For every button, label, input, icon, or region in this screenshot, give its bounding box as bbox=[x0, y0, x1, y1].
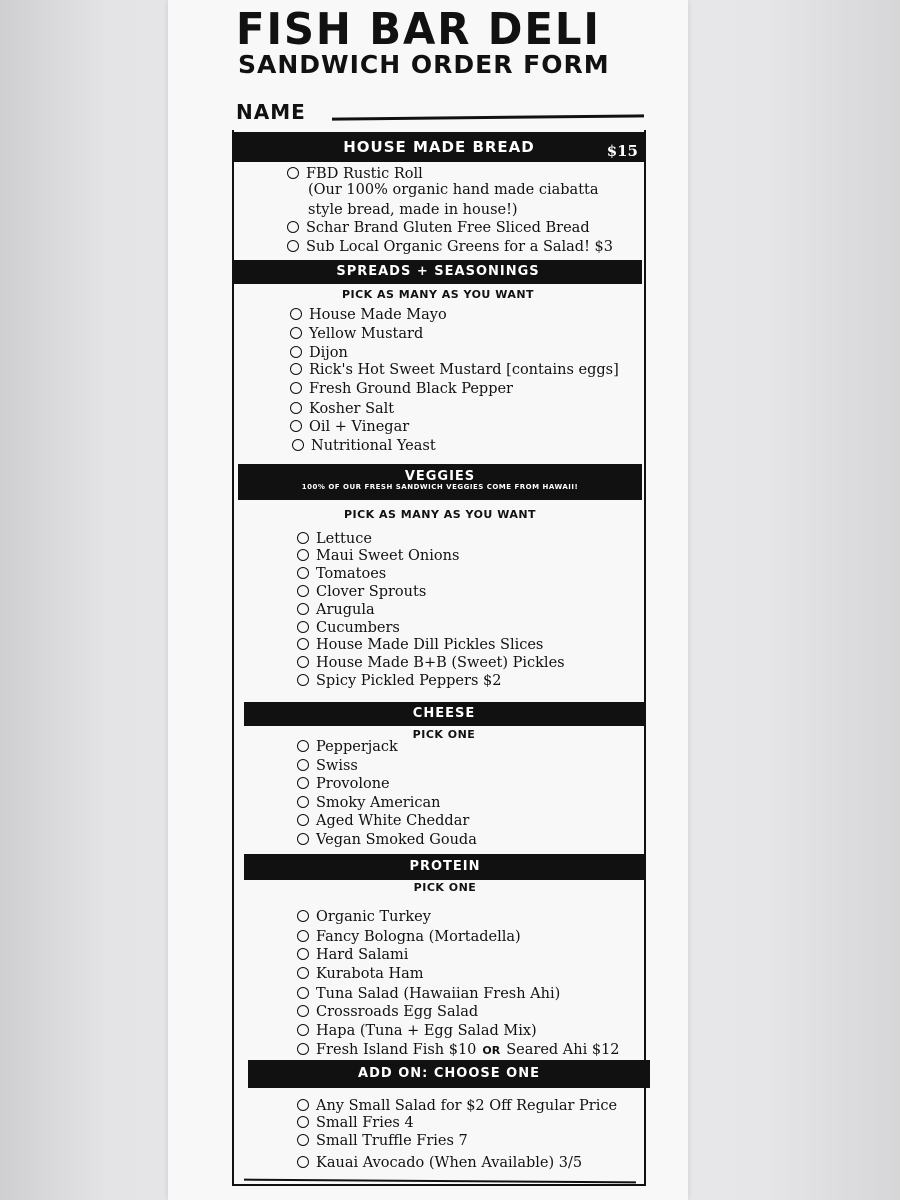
protein-section-title: PROTEIN bbox=[409, 859, 481, 874]
option-label: Schar Brand Gluten Free Sliced Bread bbox=[306, 220, 590, 236]
option-label: Rick's Hot Sweet Mustard [contains eggs] bbox=[309, 362, 619, 378]
spread-option-yellow-mustard[interactable] bbox=[290, 325, 423, 343]
radio-circle-icon bbox=[287, 167, 299, 179]
protein-section-header bbox=[244, 854, 646, 880]
radio-circle-icon bbox=[297, 796, 309, 808]
protein-option-salami[interactable] bbox=[297, 946, 408, 964]
protein-option-turkey[interactable] bbox=[297, 908, 431, 926]
option-label: Spicy Pickled Peppers $2 bbox=[316, 673, 502, 689]
radio-circle-icon bbox=[297, 910, 309, 922]
spreads-instruction: PICK AS MANY AS YOU WANT bbox=[341, 288, 535, 301]
radio-circle-icon bbox=[297, 1005, 309, 1017]
option-label: Yellow Mustard bbox=[309, 326, 424, 342]
option-label: House Made B+B (Sweet) Pickles bbox=[316, 655, 565, 671]
bread-option-gluten-free[interactable] bbox=[287, 219, 590, 237]
checkbox-circle-icon bbox=[297, 585, 309, 597]
radio-circle-icon bbox=[297, 833, 309, 845]
cheese-section-header bbox=[244, 702, 644, 726]
option-label: Tuna Salad (Hawaiian Fresh Ahi) bbox=[316, 986, 561, 1002]
option-label: Crossroads Egg Salad bbox=[316, 1004, 479, 1020]
option-label: Small Truffle Fries 7 bbox=[316, 1133, 468, 1149]
veggie-option-tomatoes[interactable] bbox=[297, 565, 386, 583]
spreads-section-header bbox=[234, 260, 642, 284]
cheese-option-pepperjack[interactable] bbox=[297, 738, 398, 756]
checkbox-circle-icon bbox=[290, 382, 302, 394]
radio-circle-icon bbox=[297, 1134, 309, 1146]
page-subtitle: SANDWICH ORDER FORM bbox=[238, 50, 610, 79]
option-label: House Made Mayo bbox=[309, 307, 447, 323]
option-label: Kosher Salt bbox=[309, 401, 395, 417]
protein-instruction: PICK ONE bbox=[413, 881, 477, 894]
veggie-option-pickled-peppers[interactable] bbox=[297, 672, 501, 690]
protein-option-tuna-salad[interactable] bbox=[297, 985, 560, 1003]
option-label: Pepperjack bbox=[316, 739, 398, 755]
option-label: Dijon bbox=[309, 345, 348, 361]
radio-circle-icon bbox=[287, 221, 299, 233]
spread-option-nutritional-yeast[interactable] bbox=[292, 437, 436, 455]
ahi-option-label: Seared Ahi $12 bbox=[506, 1042, 620, 1058]
radio-circle-icon bbox=[297, 987, 309, 999]
radio-circle-icon bbox=[297, 740, 309, 752]
veggies-instruction: PICK AS MANY AS YOU WANT bbox=[343, 508, 537, 521]
option-label: Small Fries 4 bbox=[316, 1115, 414, 1131]
veggie-option-cucumbers[interactable] bbox=[297, 619, 400, 637]
cheese-option-vegan-gouda[interactable] bbox=[297, 831, 477, 849]
or-label: OR bbox=[482, 1044, 501, 1057]
rustic-roll-description-line-2: style bread, made in house!) bbox=[308, 202, 518, 218]
checkbox-circle-icon bbox=[297, 567, 309, 579]
radio-circle-icon bbox=[297, 967, 309, 979]
option-label: Kurabota Ham bbox=[316, 966, 424, 982]
option-label: Vegan Smoked Gouda bbox=[316, 832, 477, 848]
bread-option-greens-salad[interactable] bbox=[287, 238, 613, 256]
radio-circle-icon bbox=[297, 777, 309, 789]
bread-section-header bbox=[232, 132, 646, 162]
radio-circle-icon bbox=[297, 1116, 309, 1128]
radio-circle-icon bbox=[297, 1043, 309, 1055]
veggie-option-lettuce[interactable] bbox=[297, 530, 372, 548]
checkbox-circle-icon bbox=[297, 638, 309, 650]
spread-option-black-pepper[interactable] bbox=[290, 380, 513, 398]
checkbox-circle-icon bbox=[290, 363, 302, 375]
cheese-option-white-cheddar[interactable] bbox=[297, 812, 469, 830]
option-label: Arugula bbox=[316, 602, 375, 618]
protein-option-hapa[interactable] bbox=[297, 1022, 537, 1040]
radio-circle-icon bbox=[297, 930, 309, 942]
veggie-option-bb-pickles[interactable] bbox=[297, 654, 565, 672]
bread-section-title: HOUSE MADE BREAD bbox=[343, 138, 535, 156]
checkbox-circle-icon bbox=[297, 549, 309, 561]
cheese-option-provolone[interactable] bbox=[297, 775, 390, 793]
checkbox-circle-icon bbox=[297, 603, 309, 615]
option-label: Any Small Salad for $2 Off Regular Price bbox=[316, 1098, 618, 1114]
radio-circle-icon bbox=[297, 814, 309, 826]
checkbox-circle-icon bbox=[297, 674, 309, 686]
addon-option-avocado[interactable] bbox=[297, 1154, 582, 1172]
option-label: Oil + Vinegar bbox=[309, 419, 410, 435]
spread-option-dijon[interactable] bbox=[290, 344, 348, 362]
option-label: Smoky American bbox=[316, 795, 441, 811]
checkbox-circle-icon bbox=[292, 439, 304, 451]
cheese-instruction: PICK ONE bbox=[412, 728, 476, 741]
addon-option-small-salad[interactable] bbox=[297, 1097, 617, 1115]
radio-circle-icon bbox=[297, 1024, 309, 1036]
radio-circle-icon bbox=[297, 948, 309, 960]
radio-circle-icon bbox=[287, 240, 299, 252]
option-label: Fresh Ground Black Pepper bbox=[309, 381, 513, 397]
checkbox-circle-icon bbox=[297, 656, 309, 668]
veggie-option-maui-onions[interactable] bbox=[297, 547, 459, 565]
page-title: FISH BAR DELI bbox=[236, 4, 601, 55]
addon-section-header bbox=[248, 1060, 650, 1088]
option-label: Aged White Cheddar bbox=[316, 813, 470, 829]
option-label: Nutritional Yeast bbox=[311, 438, 436, 454]
option-label: Cucumbers bbox=[316, 620, 400, 636]
spread-option-mayo[interactable] bbox=[290, 306, 447, 324]
bread-price: $15 bbox=[606, 142, 638, 160]
veggie-option-clover-sprouts[interactable] bbox=[297, 583, 426, 601]
option-label: Organic Turkey bbox=[316, 909, 431, 925]
option-label: FBD Rustic Roll bbox=[306, 166, 423, 182]
addon-option-small-fries[interactable] bbox=[297, 1114, 414, 1132]
addon-section-title: ADD ON: CHOOSE ONE bbox=[358, 1066, 540, 1081]
veggies-section-title: VEGGIES bbox=[404, 469, 476, 484]
checkbox-circle-icon bbox=[297, 532, 309, 544]
cheese-option-swiss[interactable] bbox=[297, 757, 358, 775]
radio-circle-icon bbox=[297, 1156, 309, 1168]
radio-circle-icon bbox=[297, 759, 309, 771]
rustic-roll-description-line-1: (Our 100% organic hand made ciabatta bbox=[308, 182, 599, 198]
checkbox-circle-icon bbox=[290, 346, 302, 358]
checkbox-circle-icon bbox=[290, 420, 302, 432]
spreads-section-title: SPREADS + SEASONINGS bbox=[336, 264, 540, 279]
option-label: Tomatoes bbox=[316, 566, 387, 582]
option-label: Clover Sprouts bbox=[316, 584, 427, 600]
name-row bbox=[236, 100, 646, 128]
veggies-section-header bbox=[238, 464, 642, 500]
option-label: Fancy Bologna (Mortadella) bbox=[316, 929, 521, 945]
option-label: Lettuce bbox=[316, 531, 372, 547]
protein-option-ham[interactable] bbox=[297, 965, 424, 983]
option-label: Hapa (Tuna + Egg Salad Mix) bbox=[316, 1023, 537, 1039]
name-label: NAME bbox=[236, 100, 306, 124]
option-label: Hard Salami bbox=[316, 947, 409, 963]
spread-option-kosher-salt[interactable] bbox=[290, 400, 394, 418]
protein-option-bologna[interactable] bbox=[297, 928, 521, 946]
option-label: Maui Sweet Onions bbox=[316, 548, 460, 564]
spread-option-oil-vinegar[interactable] bbox=[290, 418, 409, 436]
spread-option-hot-sweet-mustard[interactable] bbox=[290, 361, 619, 379]
option-label: Kauai Avocado (When Available) 3/5 bbox=[316, 1155, 583, 1171]
checkbox-circle-icon bbox=[290, 327, 302, 339]
option-label: Swiss bbox=[316, 758, 358, 774]
cheese-section-title: CHEESE bbox=[412, 706, 476, 721]
checkbox-circle-icon bbox=[290, 308, 302, 320]
checkbox-circle-icon bbox=[297, 621, 309, 633]
veggie-option-dill-pickles[interactable] bbox=[297, 636, 543, 654]
checkbox-circle-icon bbox=[290, 402, 302, 414]
option-label: Provolone bbox=[316, 776, 390, 792]
option-label: Sub Local Organic Greens for a Salad! $3 bbox=[306, 239, 613, 255]
veggies-section-note: 100% OF OUR FRESH SANDWICH VEGGIES COME FROM HAWAII! bbox=[301, 483, 579, 491]
protein-option-egg-salad[interactable] bbox=[297, 1003, 478, 1021]
veggie-option-arugula[interactable] bbox=[297, 601, 375, 619]
addon-option-truffle-fries[interactable] bbox=[297, 1132, 468, 1150]
name-field[interactable] bbox=[332, 114, 644, 120]
fish-option-label: Fresh Island Fish $10 bbox=[316, 1042, 477, 1058]
radio-circle-icon bbox=[297, 1099, 309, 1111]
cheese-option-smoky-american[interactable] bbox=[297, 794, 440, 812]
protein-option-fish-or-ahi[interactable] bbox=[297, 1041, 620, 1060]
option-label: House Made Dill Pickles Slices bbox=[316, 637, 544, 653]
